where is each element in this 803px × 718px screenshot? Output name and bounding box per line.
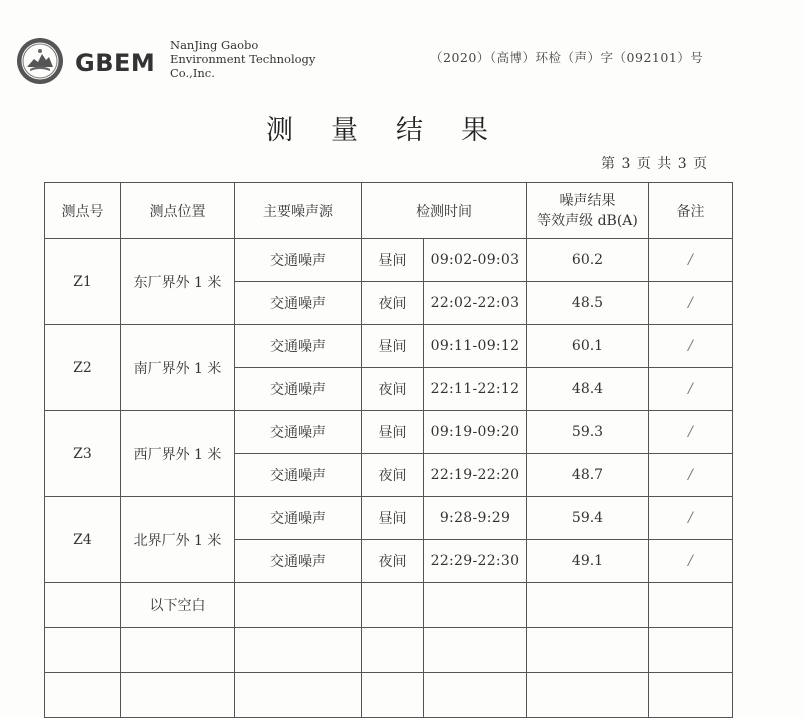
remark-cell: / <box>649 368 733 411</box>
time-cell: 22:29-22:30 <box>424 540 527 583</box>
company-line: Environment Technology <box>170 52 316 66</box>
noise-source-cell: 交通噪声 <box>235 239 362 282</box>
point-id-cell: Z1 <box>45 239 121 325</box>
noise-source-cell: 交通噪声 <box>235 540 362 583</box>
remark-cell: / <box>649 239 733 282</box>
empty-cell <box>45 628 121 673</box>
value-cell: 48.5 <box>527 282 649 325</box>
noise-source-cell: 交通噪声 <box>235 325 362 368</box>
empty-cell <box>362 673 424 718</box>
noise-source-cell: 交通噪声 <box>235 497 362 540</box>
noise-source-cell: 交通噪声 <box>235 282 362 325</box>
page-number: 第 3 页 共 3 页 <box>601 156 709 172</box>
company-seal-logo <box>16 37 64 85</box>
remark-cell: / <box>649 411 733 454</box>
time-cell: 22:02-22:03 <box>424 282 527 325</box>
value-cell: 49.1 <box>527 540 649 583</box>
time-cell: 9:28-9:29 <box>424 497 527 540</box>
point-id-cell: Z4 <box>45 497 121 583</box>
location-cell: 南厂界外 1 米 <box>121 325 235 411</box>
point-id-cell: Z2 <box>45 325 121 411</box>
header-location: 测点位置 <box>121 183 235 239</box>
noise-source-cell: 交通噪声 <box>235 368 362 411</box>
period-cell: 昼间 <box>362 411 424 454</box>
page-title: 测量结果 <box>266 115 526 146</box>
empty-cell <box>362 583 424 628</box>
location-cell: 西厂界外 1 米 <box>121 411 235 497</box>
blank-row <box>45 583 733 628</box>
empty-cell <box>424 628 527 673</box>
header-point-id: 测点号 <box>45 183 121 239</box>
empty-cell <box>362 628 424 673</box>
header-noise-source: 主要噪声源 <box>235 183 362 239</box>
blank-row <box>45 673 733 718</box>
company-line: Co.,Inc. <box>170 66 215 80</box>
value-cell: 59.3 <box>527 411 649 454</box>
empty-cell <box>424 583 527 628</box>
value-cell: 48.4 <box>527 368 649 411</box>
value-cell: 60.1 <box>527 325 649 368</box>
header-result-line2: 等效声级 dB(A) <box>537 212 638 229</box>
blank-note: 以下空白 <box>121 583 235 628</box>
noise-source-cell: 交通噪声 <box>235 411 362 454</box>
period-cell: 昼间 <box>362 239 424 282</box>
table-row <box>45 411 733 454</box>
point-id-cell: Z3 <box>45 411 121 497</box>
empty-cell <box>649 673 733 718</box>
table-row <box>45 239 733 282</box>
empty-cell <box>121 628 235 673</box>
noise-source-cell: 交通噪声 <box>235 454 362 497</box>
empty-cell <box>235 628 362 673</box>
empty-cell <box>45 583 121 628</box>
time-cell: 22:11-22:12 <box>424 368 527 411</box>
value-cell: 48.7 <box>527 454 649 497</box>
blank-row <box>45 628 733 673</box>
period-cell: 夜间 <box>362 454 424 497</box>
time-cell: 09:19-09:20 <box>424 411 527 454</box>
location-cell: 东厂界外 1 米 <box>121 239 235 325</box>
period-cell: 昼间 <box>362 497 424 540</box>
empty-cell <box>649 583 733 628</box>
empty-cell <box>424 673 527 718</box>
remark-cell: / <box>649 497 733 540</box>
period-cell: 夜间 <box>362 368 424 411</box>
company-line: NanJing Gaobo <box>170 38 259 52</box>
company-name <box>170 38 315 80</box>
empty-cell <box>527 628 649 673</box>
time-cell: 09:11-09:12 <box>424 325 527 368</box>
table-row <box>45 497 733 540</box>
empty-cell <box>527 673 649 718</box>
remark-cell: / <box>649 282 733 325</box>
time-cell: 09:02-09:03 <box>424 239 527 282</box>
measurement-results-table <box>44 182 733 718</box>
table-row <box>45 325 733 368</box>
empty-cell <box>649 628 733 673</box>
time-cell: 22:19-22:20 <box>424 454 527 497</box>
remark-cell: / <box>649 325 733 368</box>
location-cell: 北界厂外 1 米 <box>121 497 235 583</box>
value-cell: 59.4 <box>527 497 649 540</box>
remark-cell: / <box>649 454 733 497</box>
header-result <box>527 183 649 239</box>
header-time: 检测时间 <box>362 183 527 239</box>
empty-cell <box>527 583 649 628</box>
period-cell: 昼间 <box>362 325 424 368</box>
brand-name: GBEM <box>75 49 156 77</box>
header-result-line1: 噪声结果 <box>559 192 616 209</box>
empty-cell <box>235 673 362 718</box>
document-number: （2020）（高博）环检（声）字（092101）号 <box>430 50 704 65</box>
period-cell: 夜间 <box>362 540 424 583</box>
value-cell: 60.2 <box>527 239 649 282</box>
empty-cell <box>121 673 235 718</box>
table-header-row <box>45 183 733 239</box>
empty-cell <box>235 583 362 628</box>
period-cell: 夜间 <box>362 282 424 325</box>
remark-cell: / <box>649 540 733 583</box>
empty-cell <box>45 673 121 718</box>
header-remark: 备注 <box>649 183 733 239</box>
